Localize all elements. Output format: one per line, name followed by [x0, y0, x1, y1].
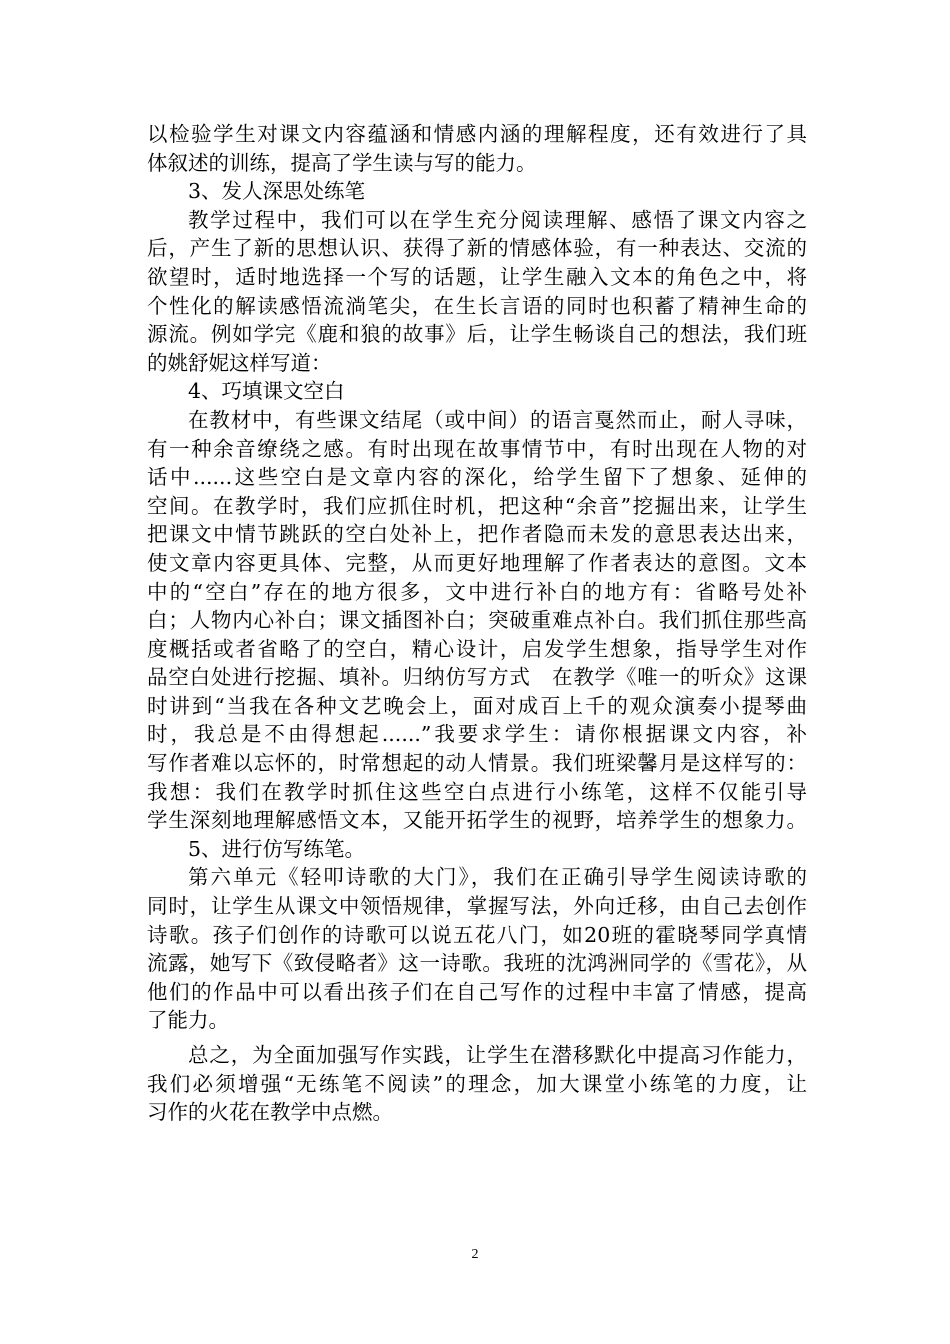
text-line: 我们必须增强“无练笔不阅读”的理念，加大课堂小练笔的力度，让 — [147, 1071, 807, 1096]
text-line: 同时，让学生从课文中领悟规律，掌握写法，外向迁移，由自己去创作 — [147, 894, 807, 919]
text-line: 习作的火花在教学中点燃。 — [147, 1100, 393, 1125]
text-line: 源流。例如学完《鹿和狼的故事》后，让学生畅谈自己的想法，我们班 — [147, 322, 807, 347]
text-line: 把课文中情节跳跃的空白处补上，把作者隐而未发的意思表达出来， — [147, 522, 807, 547]
text-line: 时，我总是不由得想起......”我要求学生：请你根据课文内容，补 — [147, 722, 807, 747]
text-line: 白；人物内心补白；课文插图补白；突破重难点补白。我们抓住那些高 — [147, 608, 807, 633]
section-heading: 4、巧填课文空白 — [188, 379, 345, 404]
text-line: 总之，为全面加强写作实践，让学生在潜移默化中提高习作能力， — [188, 1043, 807, 1067]
text-line: 中的“空白”存在的地方很多，文中进行补白的地方有：省略号处补 — [147, 579, 807, 604]
text-line: 诗歌。孩子们创作的诗歌可以说五花八门，如20班的霍晓琴同学真情 — [147, 922, 807, 947]
text-line: 了能力。 — [147, 1008, 229, 1033]
section-heading: 5、进行仿写练笔。 — [188, 836, 366, 861]
text-line: 时讲到“当我在各种文艺晚会上，面对成百上千的观众演奏小提琴曲 — [147, 693, 807, 718]
text-line: 以检验学生对课文内容蕴涵和情感内涵的理解程度，还有效进行了具 — [147, 122, 807, 146]
text-line: 后，产生了新的思想认识、获得了新的情感体验，有一种表达、交流的 — [147, 236, 807, 261]
text-line: 空间。在教学时，我们应抓住时机，把这种“余音”挖掘出来，让学生 — [147, 493, 807, 518]
section-heading: 3、发人深思处练笔 — [188, 179, 366, 204]
text-line: 在教材中，有些课文结尾（或中间）的语言戛然而止，耐人寻味， — [188, 407, 807, 432]
text-line: 话中......这些空白是文章内容的深化，给学生留下了想象、延伸的 — [147, 465, 807, 490]
text-line: 个性化的解读感悟流淌笔尖，在生长言语的同时也积蓄了精神生命的 — [147, 293, 807, 318]
body-text — [147, 120, 807, 1127]
text-line: 体叙述的训练，提高了学生读与写的能力。 — [147, 150, 537, 175]
text-line: 使文章内容更具体、完整，从而更好地理解了作者表达的意图。文本 — [147, 550, 807, 575]
text-line: 品空白处进行挖掘、填补。归纳仿写方式 在教学《唯一的听众》这课 — [147, 665, 807, 690]
text-line: 度概括或者省略了的空白，精心设计，启发学生想象，指导学生对作 — [147, 636, 807, 661]
text-line: 我想：我们在教学时抓住这些空白点进行小练笔，这样不仅能引导 — [147, 779, 807, 804]
text-line: 第六单元《轻叩诗歌的大门》，我们在正确引导学生阅读诗歌的 — [188, 865, 807, 890]
text-line: 写作者难以忘怀的，时常想起的动人情景。我们班梁馨月是这样写的： — [147, 751, 807, 776]
text-line: 他们的作品中可以看出孩子们在自己写作的过程中丰富了情感，提高 — [147, 979, 807, 1004]
text-line: 教学过程中，我们可以在学生充分阅读理解、感悟了课文内容之 — [188, 207, 807, 232]
text-line: 流露，她写下《致侵略者》这一诗歌。我班的沈鸿洲同学的《雪花》，从 — [147, 951, 807, 976]
text-line: 有一种余音缭绕之感。有时出现在故事情节中，有时出现在人物的对 — [147, 436, 807, 461]
text-line: 的姚舒妮这样写道： — [147, 350, 332, 375]
page-number: 2 — [471, 1247, 479, 1262]
text-line: 学生深刻地理解感悟文本，又能开拓学生的视野，培养学生的想象力。 — [147, 808, 807, 833]
text-line: 欲望时，适时地选择一个写的话题，让学生融入文本的角色之中，将 — [147, 264, 807, 289]
